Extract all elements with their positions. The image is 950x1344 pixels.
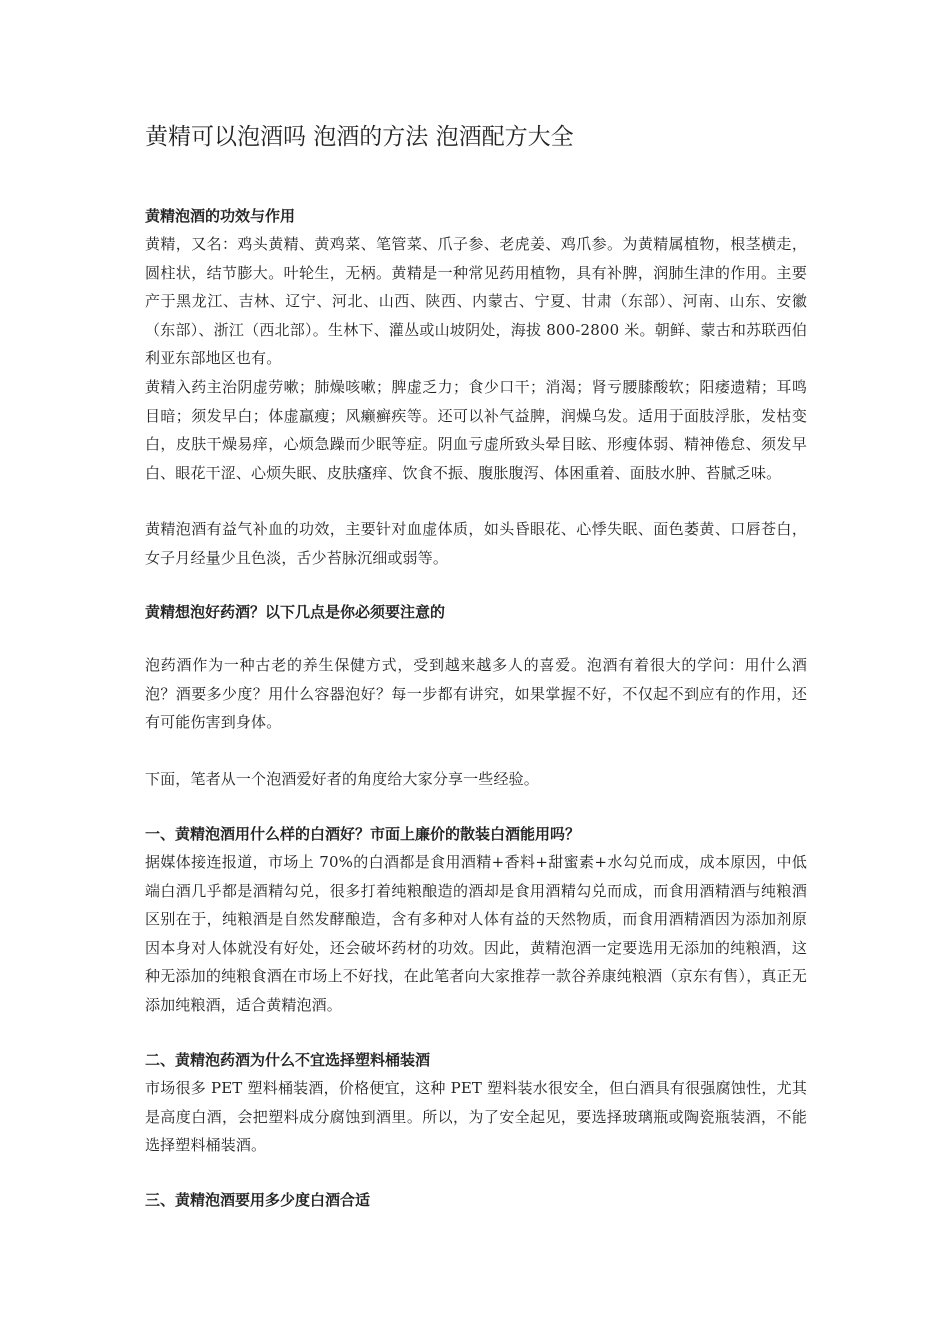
section-heading-effects: 黄精泡酒的功效与作用	[145, 207, 296, 225]
section-heading-liquor-choice: 一、黄精泡酒用什么样的白酒好？市面上廉价的散装白酒能用吗？	[145, 825, 581, 843]
paragraph-liquor-choice: 据媒体接连报道，市场上 70%的白酒都是食用酒精+香料+甜蜜素+水勾兑而成，成本原因，中低端白酒几乎都是酒精勾兑，很多打着纯粮酿造的酒却是食用酒精勾兑而成，而食用酒精酒与纯粮酒区别在于，纯粮酒是自然发酵酿造，含有多种对人体有益的天然物质，而食用酒精酒因为添加剂原因本身对人体就没有好处，还会破坏药材的功效。因此，黄精泡酒一定要选用无添加的纯粮酒，这种无添加的纯粮食酒在市场上不好找，在此笔者向大家推荐一款谷养康纯粮酒（京东有售），真正无添加纯粮酒，适合黄精泡酒。	[145, 853, 807, 1014]
paragraph-medicinal-use: 黄精入药主治阴虚劳嗽；肺燥咳嗽；脾虚乏力；食少口干；消渴；肾亏腰膝酸软；阳痿遗精；耳鸣目暗；须发早白；体虚羸瘦；风癞癣疾等。还可以补气益脾，润燥乌发。适用于面肢浮胀，发枯变白，皮肤干燥易痒，心烦急躁而少眠等症。阴血亏虚所致头晕目眩、形瘦体弱、精神倦怠、须发早白、眼花干涩、心烦失眠、皮肤瘙痒、饮食不振、腹胀腹泻、体困重着、面肢水肿、苔腻乏味。	[145, 378, 807, 482]
paragraph-plastic: 市场很多 PET 塑料桶装酒，价格便宜，这种 PET 塑料装水很安全，但白酒具有很强腐蚀性，尤其是高度白酒，会把塑料成分腐蚀到酒里。所以，为了安全起见，要选择玻璃瓶或陶瓷瓶装酒，不能选择塑料桶装酒。	[145, 1079, 807, 1154]
paragraph-experience-share: 下面，笔者从一个泡酒爱好者的角度给大家分享一些经验。	[145, 770, 539, 788]
paragraph-wine-making-intro: 泡药酒作为一种古老的养生保健方式，受到越来越多人的喜爱。泡酒有着很大的学问：用什么酒泡？酒要多少度？用什么容器泡好？每一步都有讲究，如果掌握不好，不仅起不到应有的作用，还有可能伤害到身体。	[145, 656, 807, 731]
section-heading-plastic: 二、黄精泡药酒为什么不宜选择塑料桶装酒	[145, 1051, 431, 1069]
paragraph-wine-benefit: 黄精泡酒有益气补血的功效，主要针对血虚体质，如头昏眼花、心悸失眠、面色萎黄、口唇苍白，女子月经量少且色淡，舌少苔脉沉细或弱等。	[145, 520, 807, 567]
paragraph-intro-huangjing: 黄精，又名：鸡头黄精、黄鸡菜、笔管菜、爪子参、老虎姜、鸡爪参。为黄精属植物，根茎横走，圆柱状，结节膨大。叶轮生，无柄。黄精是一种常见药用植物，具有补脾，润肺生津的作用。主要产于黑龙江、吉林、辽宁、河北、山西、陕西、内蒙古、宁夏、甘肃（东部）、河南、山东、安徽（东部）、浙江（西北部）。生林下、灌丛或山坡阴处，海拔 800-2800 米。朝鲜、蒙古和苏联西伯利亚东部地区也有。	[145, 235, 807, 367]
section-heading-alcohol-degree: 三、黄精泡酒要用多少度白酒合适	[145, 1191, 371, 1209]
section-heading-notes: 黄精想泡好药酒？以下几点是你必须要注意的	[145, 603, 446, 621]
document-title: 黄精可以泡酒吗 泡酒的方法 泡酒配方大全	[145, 124, 574, 150]
